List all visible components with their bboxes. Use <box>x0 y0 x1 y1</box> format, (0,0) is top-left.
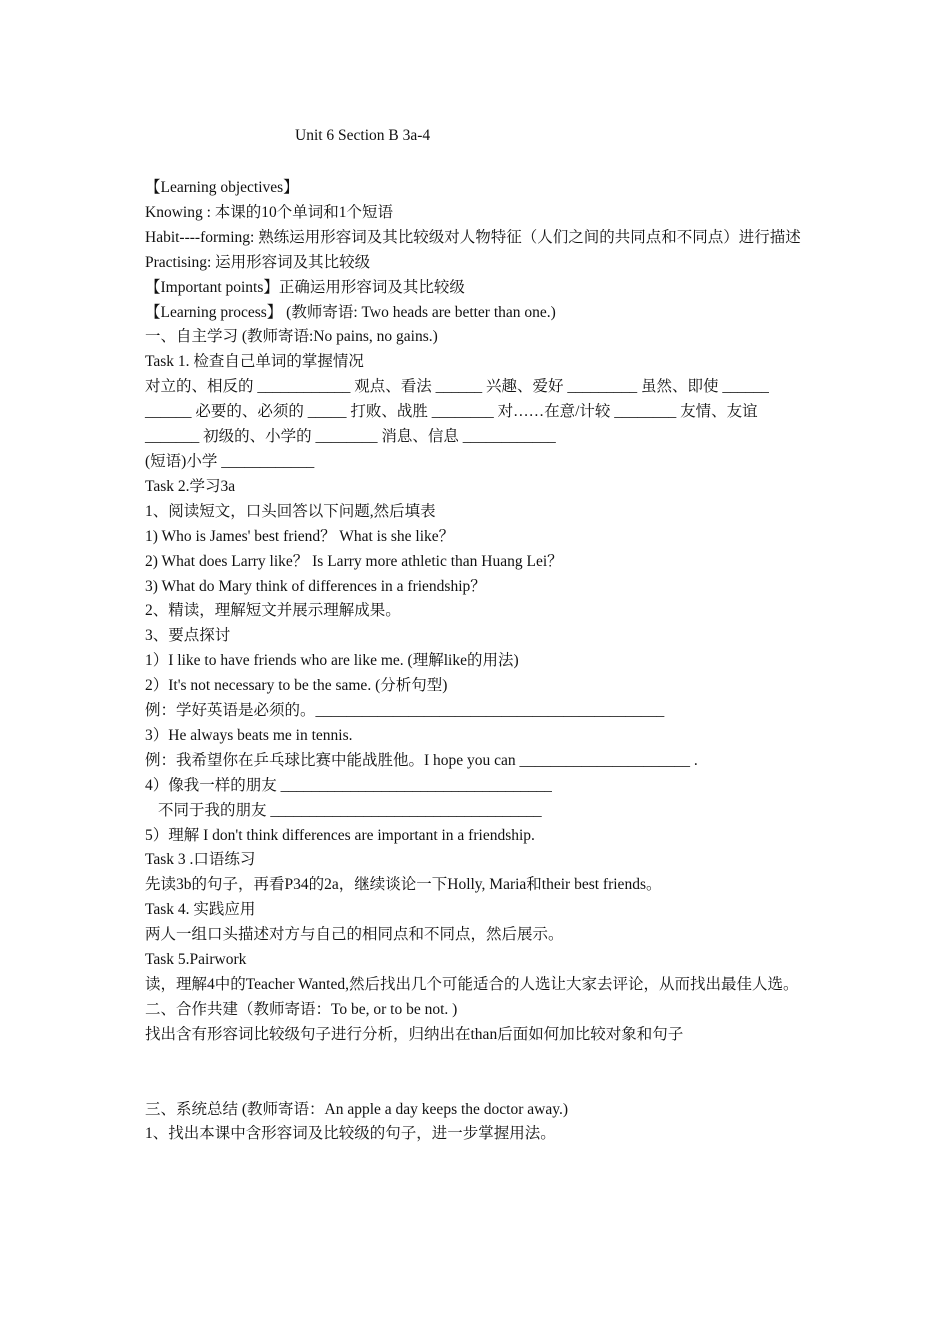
point-4: 4）像我一样的朋友 ___________________________________ <box>145 776 552 794</box>
important-points-line: 【Important points】正确运用形容词及其比较级 <box>145 278 465 296</box>
habit-forming-line: Habit----forming: 熟练运用形容词及其比较级对人物特征（人们之间的共同点和不同点）进行描述 <box>145 228 801 246</box>
practising-line: Practising: 运用形容词及其比较级 <box>145 253 371 271</box>
task-5-heading: Task 5.Pairwork <box>145 951 247 969</box>
document-body <box>145 176 813 1147</box>
vocab-line-1: 对立的、相反的 ____________ 观点、看法 ______ 兴趣、爱好 _________ 虽然、即使 ______ <box>145 378 769 396</box>
point-5: 5）理解 I don't think differences are important in a friendship. <box>145 826 535 844</box>
task-3-heading: Task 3 .口语练习 <box>145 851 256 869</box>
task-4-heading: Task 4. 实践应用 <box>145 901 256 919</box>
task-2-step-1: 1、阅读短文，口头回答以下问题,然后填表 <box>145 502 436 520</box>
task-2-step-2: 2、精读，理解短文并展示理解成果。 <box>145 602 401 620</box>
document-title: Unit 6 Section B 3a-4 <box>295 127 431 144</box>
task-2-step-3: 3、要点探讨 <box>145 627 231 645</box>
task-3-text: 先读3b的句子，再看P34的2a，继续谈论一下Holly, Maria和their best friends。 <box>145 876 662 894</box>
task-4-text: 两人一组口头描述对方与自己的相同点和不同点，然后展示。 <box>145 926 564 944</box>
learning-process-line: 【Learning process】 (教师寄语: Two heads are better than one.) <box>145 303 556 321</box>
section-three-text: 1、找出本课中含形容词及比较级的句子，进一步掌握用法。 <box>145 1125 556 1143</box>
question-1: 1) Who is James' best friend？ What is she like？ <box>145 527 455 545</box>
question-2: 2) What does Larry like？ Is Larry more athletic than Huang Lei？ <box>145 552 563 570</box>
section-two-text: 找出含有形容词比较级句子进行分析，归纳出在than后面如何加比较对象和句子 <box>145 1025 684 1043</box>
example-2: 例：我希望你在乒乓球比赛中能战胜他。I hope you can ______________________ . <box>145 751 698 769</box>
section-two-heading: 二、合作共建（教师寄语：To be, or to be not. ) <box>145 1000 458 1018</box>
example-1: 例：学好英语是必须的。_____________________________________________ <box>145 702 665 720</box>
spacer <box>145 1048 813 1098</box>
section-one-heading: 一、自主学习 (教师寄语:No pains, no gains.) <box>145 328 438 346</box>
point-3: 3）He always beats me in tennis. <box>145 726 353 744</box>
vocab-line-4: (短语)小学 ____________ <box>145 452 315 470</box>
point-1: 1）I like to have friends who are like me. (理解like的用法) <box>145 652 519 670</box>
task-5-text: 读，理解4中的Teacher Wanted,然后找出几个可能适合的人选让大家去评论，从而找出最佳人选。 <box>145 976 799 993</box>
task-2-heading: Task 2.学习3a <box>145 477 236 495</box>
question-3: 3) What do Mary think of differences in a friendship？ <box>145 577 486 595</box>
vocab-line-2: ______ 必要的、必须的 _____ 打败、战胜 ________ 对……在意/计较 ________ 友情、友谊 <box>145 403 758 421</box>
task-1-heading: Task 1. 检查自己单词的掌握情况 <box>145 353 364 371</box>
point-4-continued: 不同于我的朋友 ___________________________________ <box>158 801 542 819</box>
knowing-line: Knowing : 本课的10个单词和1个短语 <box>145 203 394 221</box>
vocab-line-3: _______ 初级的、小学的 ________ 消息、信息 ____________ <box>145 428 556 446</box>
learning-objectives-heading: 【Learning objectives】 <box>145 179 299 196</box>
point-2: 2）It's not necessary to be the same. (分析句型) <box>145 677 448 695</box>
section-three-heading: 三、系统总结 (教师寄语：An apple a day keeps the doctor away.) <box>145 1100 568 1118</box>
